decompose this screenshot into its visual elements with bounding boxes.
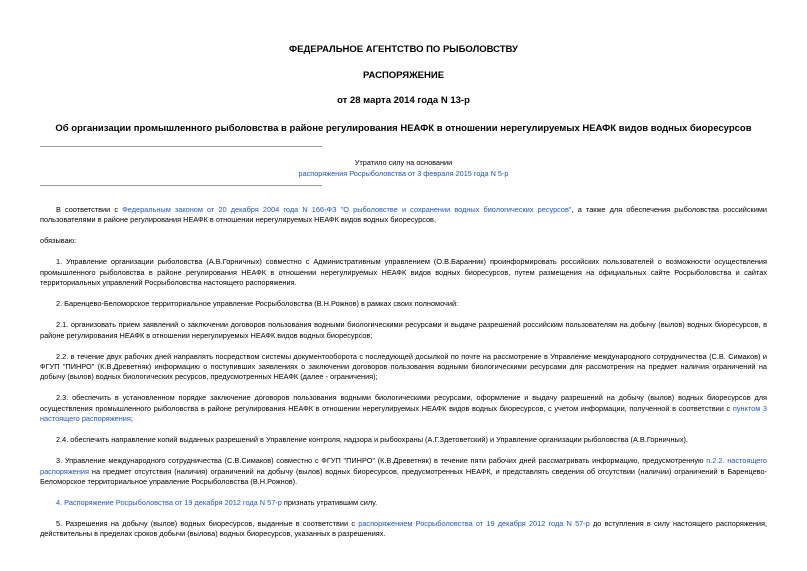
item-2-3-text: 2.3. обеспечить в установленном порядке заключение договоров пользования водными биологическими ресурсами, оформление и выдачу разрешений на добычу (вылов) водных биоресурсов для осуществления промышленного рыболовства в районе регулирования НЕАФК в отношении нерегулируемых НЕАФК видов водных биоресурсов, с учетом информации, полученной в соответствии с <box>40 393 767 413</box>
order-57-link[interactable]: распоряжением Росрыболовства от 19 декабря 2012 года N 57-р <box>358 519 590 529</box>
item-2-2-reference-link[interactable]: п.2.2. настоящего распоряжения <box>40 456 767 476</box>
status-note-text: Утратило силу на основании <box>354 158 453 167</box>
item-2-1: 2.1. организовать прием заявлений о заключении договоров пользования водными биологическими ресурсами и выдаче разрешений российским пользователям на добычу (вылов) водных биоресурсов, в районе регулирования НЕАФК в отношении нерегулируемых НЕАФК видов водных биоресурсов; <box>40 320 767 340</box>
item-5-text-end: до вступления в силу настоящего распоряжения, действительны в пределах сроков добычи (вылова) водных биоресурсов, указанных в разрешениях. <box>40 519 768 539</box>
item-4-text: признать утратившим силу. <box>281 498 378 508</box>
document-title: Об организации промышленного рыболовства в районе регулирования НЕАФК в отношении нерегулируемых НЕАФК видов водных биоресурсов <box>55 123 752 134</box>
item-2-3 <box>40 393 767 424</box>
document-body <box>40 205 767 550</box>
preamble-paragraph <box>40 205 767 226</box>
preamble-text: В соответствии с <box>56 205 123 214</box>
item-2-2: 2.2. в течение двух рабочих дней направлять посредством системы документооборота с последующей досылкой по почте на рассмотрение в Управление международного сотрудничества (С.В. Симаков) и ФГУП "ПИНРО" (К.В.Древетняк) информацию о поступивших заявлениях о заключении договоров пользования водными биологическими ресурсами для рассмотрения на предмет наличия ограничений на добычу (вылов) водных биологических ресурсов, предусмотренных НЕАФК (далее - ограничения); <box>40 351 767 382</box>
repeal-link[interactable]: распоряжения Росрыболовства от 3 февраля 2015 года N 5-р <box>298 169 509 178</box>
obligates-line: обязываю: <box>40 236 77 246</box>
item-3-reference-link[interactable]: пунктом 3 настоящего распоряжения <box>40 403 767 424</box>
item-5 <box>40 519 767 540</box>
divider-top <box>40 146 322 147</box>
repealed-order-link[interactable]: 4. Распоряжение Росрыболовства от 19 декабря 2012 года N 57-р <box>56 498 282 508</box>
document-date-number: от 28 марта 2014 года N 13-р <box>337 95 470 106</box>
item-3-text: 3. Управление международного сотрудничества (С.В.Симаков) совместно с ФГУП "ПИНРО" (К.В.Древетняк) в течение пяти рабочих дней рассматривать информацию, предусмотренную <box>56 456 707 466</box>
item-3 <box>40 456 767 487</box>
agency-heading: ФЕДЕРАЛЬНОЕ АГЕНТСТВО ПО РЫБОЛОВСТВУ <box>289 44 518 55</box>
federal-law-link[interactable]: Федеральным законом от 20 декабря 2004 года N 166-ФЗ "О рыболовстве и сохранении водных биологических ресурсов" <box>122 205 572 214</box>
item-4 <box>40 498 767 508</box>
item-2: 2. Баренцево-Беломорское территориальное управление Росрыболовства (В.Н.Рожнов) в рамках своих полномочий: <box>56 299 459 309</box>
item-2-3-end: ; <box>130 414 133 424</box>
item-2-4: 2.4. обеспечить направление копий выданных разрешений в Управление контроля, надзора и рыбоохраны (А.Г.Здетоветский) и Управление организации рыболовства (А.В.Горничных). <box>56 435 688 445</box>
document-type: РАСПОРЯЖЕНИЕ <box>362 70 445 81</box>
preamble-text-end: , а также для обеспечения рыболовства российскими пользователями в районе регулирования НЕАФК в отношении нерегулируемых НЕАФК видов водных биоресурсов, <box>40 205 767 225</box>
item-3-text-end: на предмет отсутствия (наличия) ограничений на добычу (вылов) водных биоресурсов, предусмотренных НЕАФК, и представлять сведения об отсутствии (наличии) ограничений в Баренцево-Беломорское территориальное управление Росрыболовства (В.Н.Рожнов). <box>40 466 767 487</box>
item-1: 1. Управление организации рыболовства (А.В.Горничных) совместно с Административным управлением (О.В.Баранник) проинформировать российских пользователей о возможности осуществления промышленного рыболовства в районе регулирования НЕАФК в отношении нерегулируемых НЕАФК видов водных биоресурсов, путем размещения на официальных сайте Росрыболовства и сайтах территориальных управлений Росрыболовства настоящего распоряжения. <box>40 257 767 288</box>
divider-bottom <box>40 185 322 186</box>
status-note-link-wrap <box>0 169 807 178</box>
item-5-text: 5. Разрешения на добычу (вылов) водных биоресурсов, выданные в соответствии с <box>56 519 359 529</box>
